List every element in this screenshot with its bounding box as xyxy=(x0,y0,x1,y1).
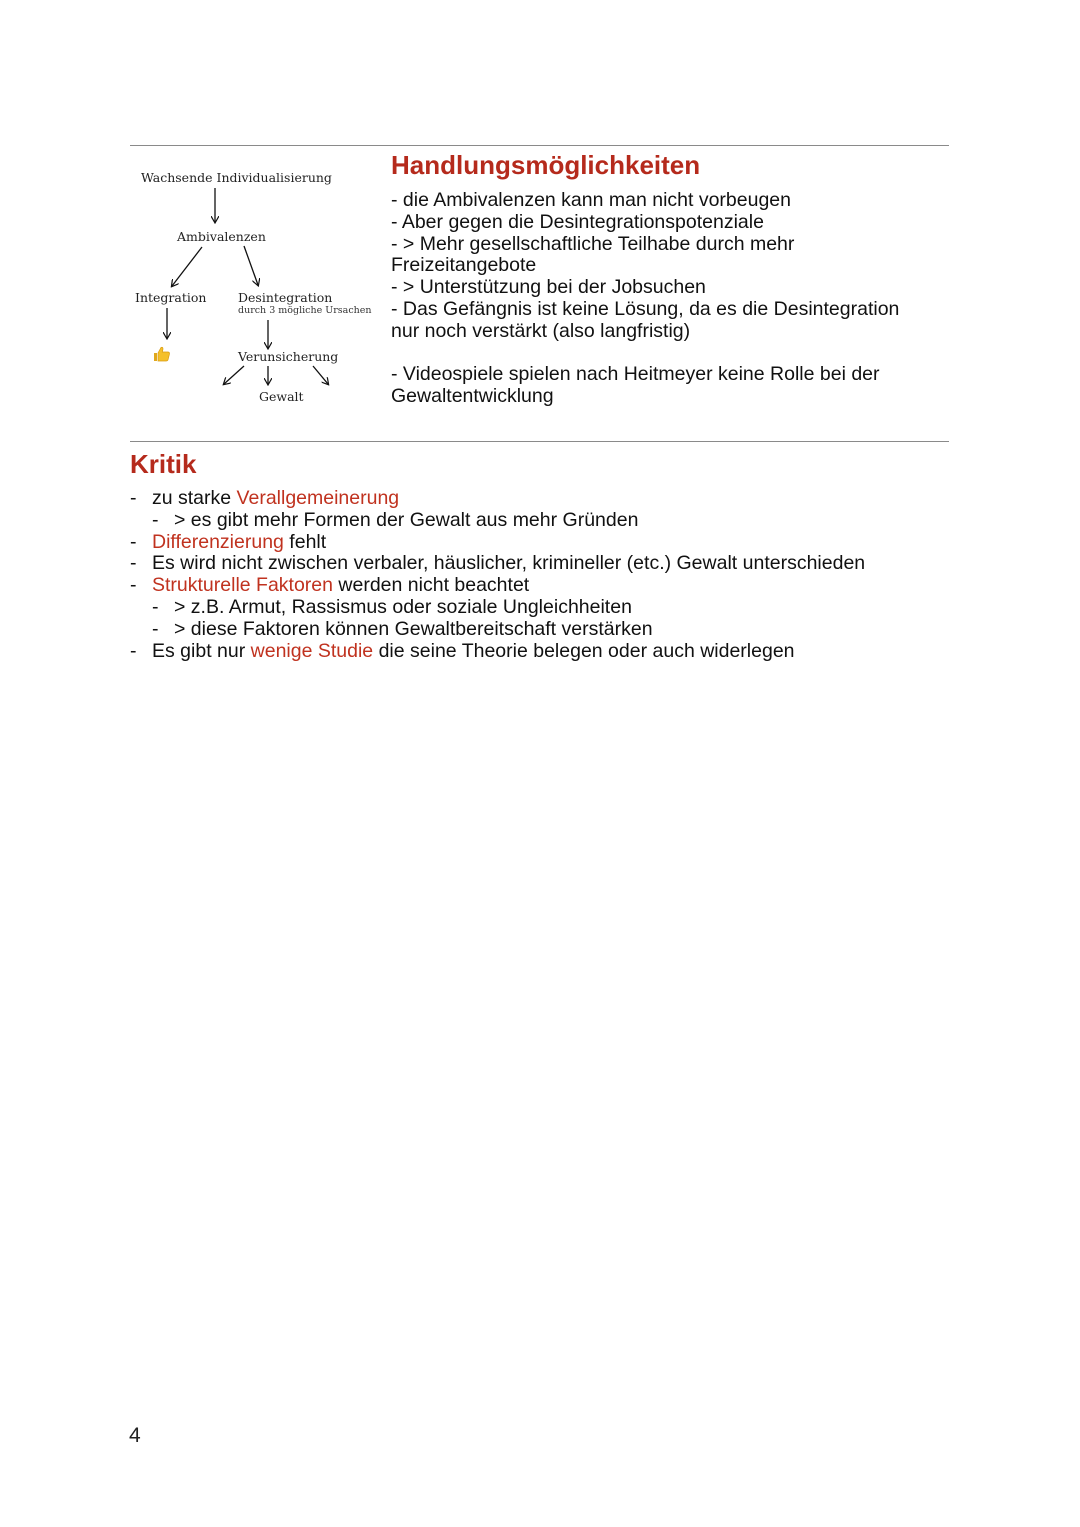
kritik-highlight: Verallgemeinerung xyxy=(236,487,400,509)
kritik-item xyxy=(130,553,865,575)
thumbs-up-icon xyxy=(153,346,171,362)
bullet-dash: - xyxy=(130,487,137,509)
bullet-dash: - xyxy=(152,617,159,640)
heitmeyer-diagram xyxy=(0,0,380,420)
kritik-title: Kritik xyxy=(130,449,197,479)
kritik-subitem xyxy=(130,597,865,619)
bullet-dash: - xyxy=(130,530,137,553)
handlung-line: Freizeitangebote xyxy=(391,254,537,277)
handlung-title: Handlungsmöglichkeiten xyxy=(391,150,701,180)
kritik-text: > es gibt mehr Formen der Gewalt aus mehr Gründen xyxy=(174,508,639,531)
handlung-line: - > Unterstützung bei der Jobsuchen xyxy=(391,276,706,299)
bullet-dash: - xyxy=(130,639,137,662)
handlung-line: - die Ambivalenzen kann man nicht vorbeugen xyxy=(391,189,791,211)
diagram-node-integration: Integration xyxy=(135,290,207,305)
kritik-item xyxy=(130,575,865,597)
kritik-highlight: Differenzierung xyxy=(152,530,284,553)
handlung-list xyxy=(391,190,951,408)
bullet-dash: - xyxy=(130,552,137,575)
kritik-text: werden nicht beachtet xyxy=(333,574,530,597)
arrow-left xyxy=(224,366,244,384)
diagram-node-desintegration: Desintegration xyxy=(238,290,333,305)
diagram-note-ursachen: durch 3 mögliche Ursachen xyxy=(238,305,372,316)
kritik-text: > diese Faktoren können Gewaltbereitschaft verstärken xyxy=(174,617,653,640)
handlung-line: - Videospiele spielen nach Heitmeyer keine Rolle bei der xyxy=(391,363,880,386)
bullet-dash: - xyxy=(152,508,159,531)
kritik-highlight: Strukturelle Faktoren xyxy=(152,574,333,597)
diagram-arrows xyxy=(0,0,380,420)
diagram-node-gewalt: Gewalt xyxy=(259,389,304,404)
kritik-text: die seine Theorie belegen oder auch widerlegen xyxy=(373,639,795,662)
diagram-node-individualisierung: Wachsende Individualisierung xyxy=(141,170,332,185)
page-number: 4 xyxy=(129,1424,141,1447)
arrow-right xyxy=(313,366,328,384)
kritik-highlight: wenige Studie xyxy=(250,639,374,662)
handlung-line: - Aber gegen die Desintegrationspotenziale xyxy=(391,210,764,233)
handlung-line: Gewaltentwicklung xyxy=(391,385,554,408)
diagram-node-ambivalenzen: Ambivalenzen xyxy=(177,229,266,244)
kritik-text: fehlt xyxy=(283,530,327,553)
diagram-node-verunsicherung: Verunsicherung xyxy=(238,349,339,364)
kritik-item xyxy=(130,641,865,663)
spacer xyxy=(391,343,951,365)
bullet-dash: - xyxy=(130,574,137,597)
kritik-item xyxy=(130,488,865,510)
bullet-dash: - xyxy=(152,595,159,618)
kritik-item xyxy=(130,532,865,554)
kritik-list xyxy=(130,488,865,662)
handlung-line: - Das Gefängnis ist keine Lösung, da es die Desintegration xyxy=(391,297,900,320)
arrow-to-desintegration xyxy=(244,246,258,285)
section-divider xyxy=(130,441,949,442)
handlung-line: nur noch verstärkt (also langfristig) xyxy=(391,319,691,342)
handlung-line: - > Mehr gesellschaftliche Teilhabe durch mehr xyxy=(391,232,795,255)
kritik-text: Es wird nicht zwischen verbaler, häuslicher, krimineller (etc.) Gewalt unterschieden xyxy=(152,552,866,575)
arrow-to-integration xyxy=(172,247,202,286)
kritik-text: > z.B. Armut, Rassismus oder soziale Ungleichheiten xyxy=(174,595,632,618)
kritik-subitem xyxy=(130,619,865,641)
kritik-text: Es gibt nur xyxy=(152,639,251,662)
kritik-subitem xyxy=(130,510,865,532)
kritik-text: zu starke xyxy=(152,487,237,509)
